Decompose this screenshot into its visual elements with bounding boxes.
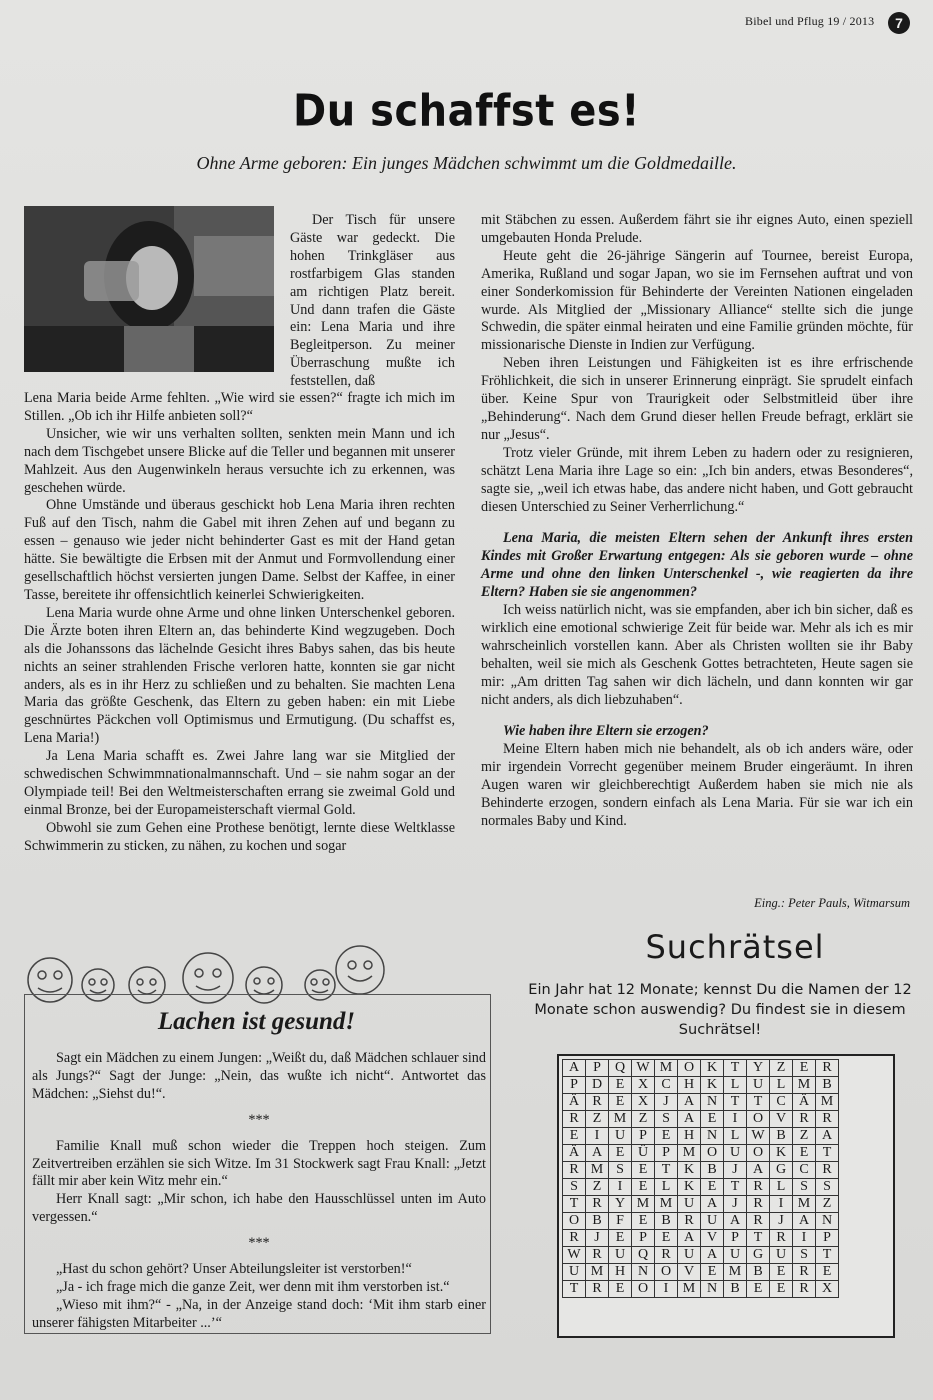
grid-cell[interactable]: R — [793, 1264, 816, 1281]
joke: „Wieso mit ihm?“ - „Na, in der Anzeige stand doch: ‘Mit ihm starb einer unserer fähigsten Mitarbeiter ...’“ — [32, 1296, 486, 1331]
grid-cell[interactable]: O — [747, 1111, 770, 1128]
grid-row — [563, 1060, 839, 1077]
grid-cell[interactable]: M — [655, 1060, 678, 1077]
grid-cell[interactable]: M — [655, 1196, 678, 1213]
grid-cell[interactable]: T — [655, 1162, 678, 1179]
grid-cell[interactable]: P — [655, 1145, 678, 1162]
grid-cell[interactable]: M — [793, 1077, 816, 1094]
grid-cell[interactable]: L — [724, 1077, 747, 1094]
grid-cell[interactable]: M — [586, 1264, 609, 1281]
grid-cell[interactable]: N — [632, 1264, 655, 1281]
grid-cell[interactable]: S — [655, 1111, 678, 1128]
grid-cell[interactable]: A — [816, 1128, 839, 1145]
grid-cell[interactable]: I — [586, 1128, 609, 1145]
humor-title: Lachen ist gesund! — [157, 1008, 356, 1035]
grid-row — [563, 1162, 839, 1179]
grid-cell[interactable]: C — [770, 1094, 793, 1111]
article-paragraph: Der Tisch für unsere Gäste war gedeckt. Die hohen Trinkgläser aus rostfarbigem Glas standen am richtigen Platz bereit. Und dann trafen die Gäste ein: Lena Maria und ihre Begleitperson. Zu meiner Überraschung mußte ich feststellen, daß — [290, 212, 455, 390]
grid-row — [563, 1213, 839, 1230]
grid-cell[interactable]: Z — [770, 1060, 793, 1077]
grid-row — [563, 1179, 839, 1196]
grid-cell[interactable]: W — [747, 1128, 770, 1145]
grid-row — [563, 1264, 839, 1281]
grid-cell[interactable]: R — [793, 1281, 816, 1298]
grid-cell[interactable]: S — [793, 1247, 816, 1264]
grid-cell[interactable]: A — [724, 1213, 747, 1230]
grid-cell[interactable]: U — [747, 1077, 770, 1094]
article-column-right — [481, 212, 913, 831]
article-paragraph: Lena Maria beide Arme fehlten. „Wie wird sie essen?“ fragte ich mich im Stillen. „Ob ich ihr Hilfe anbieten soll?“ — [24, 390, 455, 424]
grid-cell[interactable]: T — [724, 1179, 747, 1196]
grid-cell[interactable]: R — [563, 1111, 586, 1128]
grid-cell[interactable]: H — [678, 1077, 701, 1094]
article-paragraph: mit Stäbchen zu essen. Außerdem fährt sie ihr eignes Auto, einen speziell umgebauten Honda Prelude. — [481, 212, 913, 246]
grid-cell[interactable]: E — [609, 1145, 632, 1162]
grid-cell[interactable]: B — [770, 1128, 793, 1145]
grid-cell[interactable]: J — [586, 1230, 609, 1247]
grid-cell[interactable]: T — [747, 1230, 770, 1247]
joke: Sagt ein Mädchen zu einem Jungen: „Weißt du, daß Mädchen schlauer sind als Jungs?“ Sagt der Junge: „Nein, das wußte ich nicht“. Antwortet das Mädchen: „Siehst du!“. — [32, 1050, 486, 1102]
grid-cell[interactable]: J — [770, 1213, 793, 1230]
grid-cell[interactable]: R — [747, 1179, 770, 1196]
grid-cell[interactable]: L — [655, 1179, 678, 1196]
grid-row — [563, 1111, 839, 1128]
grid-cell[interactable]: E — [655, 1230, 678, 1247]
grid-cell[interactable]: P — [724, 1230, 747, 1247]
grid-cell[interactable]: B — [724, 1281, 747, 1298]
grid-cell[interactable]: Q — [609, 1060, 632, 1077]
grid-cell[interactable]: P — [816, 1230, 839, 1247]
article-paragraph: Heute geht die 26-jährige Sängerin auf Tournee, bereist Europa, Amerika, Rußland und sogar Japan, wo sie im Fernsehen auftrat und von einer Sonderkomission für Behinderte der Vereinten Nationen eingeladen wurde. Als Mitglied der „Missionary Alliance“ stellte sich die junge Schwedin, die später einmal heiraten und eine Familie gründen möchte, für missionarische Dienste in Indien zur Verfügung. — [481, 247, 913, 354]
grid-cell[interactable]: N — [701, 1094, 724, 1111]
interview-question: Lena Maria, die meisten Eltern sehen der Ankunft ihres ersten Kindes mit Großer Erwartung entgegen: Als sie geboren wurde – ohne Arme und ohne den linken Unterschenkel -, wie reagierten da ihre Eltern? Haben sie sie angenommen? — [481, 530, 913, 601]
grid-cell[interactable]: Ä — [563, 1094, 586, 1111]
grid-cell[interactable]: K — [701, 1077, 724, 1094]
grid-cell[interactable]: Ä — [563, 1145, 586, 1162]
article-paragraph: Unsicher, wie wir uns verhalten sollten, senkten mein Mann und ich nach dem Tischgebet unsere Blicke auf die Teller und begannen mit unserer Mahlzeit. Aus den Augenwinkeln heraus versuchte ich zu erkennen, was geschehen würde. — [24, 425, 455, 496]
article-paragraph: Neben ihren Leistungen und Fähigkeiten ist es ihre erfrischende Fröhlichkeit, die sich in unserer Erinnerung einprägt. Sie sprudelt einfach über. Keine Spur von Traurigkeit oder Selbstmitleid über ihre „Behinderung“. Nach dem Grund dieser hellen Freude befragt, erklärt sie nur „Jesus“. — [481, 355, 913, 443]
grid-cell[interactable]: I — [655, 1281, 678, 1298]
grid-cell[interactable]: C — [793, 1162, 816, 1179]
grid-cell[interactable]: R — [586, 1094, 609, 1111]
grid-cell[interactable]: U — [701, 1213, 724, 1230]
word-search-table — [562, 1059, 839, 1298]
interview-answer: Ich weiss natürlich nicht, was sie empfanden, aber ich bin sicher, daß es wirklich eine emotional schwierige Zeit für beide war. Mehr als ich es mir wahrscheinlich vorstellen kann. Aber als Christen wollten sie ihr Baby behalten, weil sie mich als Geschenk Gottes betrachteten, Heute sagen sie mir: „Am dritten Tag sahen wir dich lächeln, und dann konnten wir gar nicht anders, als dich liebzuhaben“. — [481, 602, 913, 708]
grid-cell[interactable]: E — [563, 1128, 586, 1145]
grid-cell[interactable]: E — [632, 1179, 655, 1196]
joke-separator: *** — [248, 1111, 270, 1128]
grid-cell[interactable]: G — [747, 1247, 770, 1264]
grid-row — [563, 1247, 839, 1264]
grid-cell[interactable]: I — [724, 1111, 747, 1128]
grid-cell[interactable]: R — [747, 1196, 770, 1213]
grid-cell[interactable]: Z — [816, 1196, 839, 1213]
grid-cell[interactable]: K — [701, 1060, 724, 1077]
joke-separator: *** — [248, 1235, 270, 1252]
grid-row — [563, 1094, 839, 1111]
grid-cell[interactable]: J — [724, 1196, 747, 1213]
grid-cell[interactable]: Ä — [793, 1094, 816, 1111]
grid-cell[interactable]: A — [747, 1162, 770, 1179]
grid-cell[interactable]: V — [678, 1264, 701, 1281]
grid-cell[interactable]: D — [586, 1077, 609, 1094]
grid-cell[interactable]: U — [678, 1196, 701, 1213]
grid-cell[interactable]: T — [816, 1247, 839, 1264]
article-subtitle: Ohne Arme geboren: Ein junges Mädchen schwimmt um die Goldmedaille. — [196, 153, 737, 173]
grid-cell[interactable]: Y — [609, 1196, 632, 1213]
grid-cell[interactable]: U — [609, 1128, 632, 1145]
grid-cell[interactable]: T — [563, 1196, 586, 1213]
grid-cell[interactable]: U — [678, 1247, 701, 1264]
grid-cell[interactable]: E — [793, 1145, 816, 1162]
grid-cell[interactable]: R — [816, 1162, 839, 1179]
grid-cell[interactable]: T — [747, 1094, 770, 1111]
word-search-grid — [557, 1054, 895, 1338]
grid-cell[interactable]: E — [701, 1179, 724, 1196]
grid-cell[interactable]: E — [609, 1094, 632, 1111]
grid-cell[interactable]: V — [770, 1111, 793, 1128]
humor-text — [32, 1050, 486, 1333]
grid-cell[interactable]: X — [816, 1281, 839, 1298]
grid-cell[interactable]: S — [609, 1162, 632, 1179]
grid-cell[interactable]: H — [678, 1128, 701, 1145]
grid-cell[interactable]: E — [655, 1128, 678, 1145]
page-number-badge: 7 — [888, 12, 910, 34]
grid-cell[interactable]: P — [632, 1128, 655, 1145]
article-paragraph: Trotz vieler Gründe, mit ihrem Leben zu hadern oder zu resignieren, schätzt Lena Maria ihre Lage so ein: „Ich bin anders, etwas Besonderes“, sagte sie, „weil ich etwas habe, das andere nicht haben, und Gott gebraucht diesen Unterschied zu Seiner Verherrlichung.“ — [481, 444, 913, 515]
grid-cell[interactable]: X — [632, 1077, 655, 1094]
grid-cell[interactable]: T — [724, 1094, 747, 1111]
grid-cell[interactable]: R — [793, 1111, 816, 1128]
grid-cell[interactable]: T — [816, 1145, 839, 1162]
running-header: Bibel und Pflug 19 / 2013 — [745, 14, 875, 28]
grid-cell[interactable]: U — [724, 1247, 747, 1264]
grid-cell[interactable]: E — [770, 1281, 793, 1298]
grid-cell[interactable]: R — [816, 1111, 839, 1128]
grid-cell[interactable]: X — [632, 1094, 655, 1111]
article-paragraph: Obwohl sie zum Gehen eine Prothese benötigt, lernte diese Weltklasse Schwimmerin zu sticken, zu nähen, zu kochen und sogar — [24, 819, 455, 854]
grid-cell[interactable]: R — [816, 1060, 839, 1077]
grid-cell[interactable]: E — [701, 1264, 724, 1281]
grid-row — [563, 1281, 839, 1298]
grid-cell[interactable]: E — [632, 1213, 655, 1230]
grid-cell[interactable]: E — [632, 1162, 655, 1179]
grid-cell[interactable]: L — [724, 1128, 747, 1145]
grid-cell[interactable]: A — [793, 1213, 816, 1230]
grid-row — [563, 1077, 839, 1094]
grid-cell[interactable]: A — [678, 1094, 701, 1111]
grid-cell[interactable]: R — [563, 1162, 586, 1179]
grid-cell[interactable]: U — [724, 1145, 747, 1162]
grid-cell[interactable]: A — [678, 1230, 701, 1247]
article-paragraph: Lena Maria wurde ohne Arme und ohne linken Unterschenkel geboren. Die Ärzte boten ihren Eltern an, das behinderte Kind wegzugeben. Doch als die Johanssons das lächelnde Gesicht ihres Babys sahen, das bis heute nichts an seiner strahlenden Frische verloren hatte, konnten sie gar nicht anders, als es in ihr Herz zu schließen und zu behalten. Sie machten Lena Maria das größte Geschenk, das Eltern zu geben haben: ein mit Liebe geschnürtes Päckchen voll Optimismus und Ermutigung. (Du schaffst es, Lena Maria!) — [24, 604, 455, 747]
grid-cell[interactable]: H — [609, 1264, 632, 1281]
grid-cell[interactable]: S — [816, 1179, 839, 1196]
grid-cell[interactable]: M — [678, 1145, 701, 1162]
grid-row — [563, 1128, 839, 1145]
grid-cell[interactable]: P — [586, 1060, 609, 1077]
grid-cell[interactable]: B — [655, 1213, 678, 1230]
grid-cell[interactable]: I — [793, 1230, 816, 1247]
grid-cell[interactable]: Ü — [632, 1145, 655, 1162]
grid-cell[interactable]: I — [609, 1179, 632, 1196]
grid-cell[interactable]: A — [701, 1247, 724, 1264]
grid-cell[interactable]: K — [678, 1162, 701, 1179]
article-paragraph: Ja Lena Maria schafft es. Zwei Jahre lang war sie Mitglied der schwedischen Schwimmnationalmannschaft. Und – sie nahm sogar an der Olympiade teil! Bei den Weltmeisterschaften errang sie zweimal Gold und einmal Bronze, bei der Europameisterschaft viermal Gold. — [24, 748, 455, 818]
grid-cell[interactable]: L — [770, 1179, 793, 1196]
interview-question: Wie haben ihre Eltern sie erzogen? — [503, 723, 709, 740]
grid-cell[interactable]: C — [655, 1077, 678, 1094]
grid-cell[interactable]: O — [747, 1145, 770, 1162]
grid-cell[interactable]: A — [586, 1145, 609, 1162]
grid-cell[interactable]: R — [678, 1213, 701, 1230]
grid-cell[interactable]: Z — [586, 1179, 609, 1196]
grid-cell[interactable]: B — [586, 1213, 609, 1230]
grid-cell[interactable]: R — [586, 1196, 609, 1213]
photo-girl-drinking-illustration — [24, 206, 274, 372]
grid-cell[interactable]: O — [655, 1264, 678, 1281]
grid-cell[interactable]: E — [816, 1264, 839, 1281]
grid-cell[interactable]: J — [655, 1094, 678, 1111]
grid-cell[interactable]: V — [701, 1230, 724, 1247]
grid-cell[interactable]: E — [609, 1077, 632, 1094]
grid-cell[interactable]: I — [770, 1196, 793, 1213]
grid-cell[interactable]: E — [701, 1111, 724, 1128]
grid-cell[interactable]: F — [609, 1213, 632, 1230]
grid-cell[interactable]: E — [747, 1281, 770, 1298]
grid-cell[interactable]: U — [609, 1247, 632, 1264]
grid-cell[interactable]: M — [816, 1094, 839, 1111]
joke: Familie Knall muß schon wieder die Treppen hoch steigen. Zum Zeitvertreiben erzählen sie sich Witze. Im 31 Stockwerk sagt Frau Knall: „Jetzt fällt mir aber kein Witz mehr ein.“ — [32, 1137, 486, 1190]
article-column-left-top — [290, 212, 455, 391]
grid-cell[interactable]: B — [747, 1264, 770, 1281]
joke: „Ja - ich frage mich die ganze Zeit, wer denn mit ihm verstorben ist.“ — [56, 1278, 450, 1295]
grid-cell[interactable]: R — [655, 1247, 678, 1264]
grid-cell[interactable]: O — [678, 1060, 701, 1077]
grid-cell[interactable]: J — [724, 1162, 747, 1179]
grid-row — [563, 1196, 839, 1213]
article-column-left — [24, 390, 455, 856]
grid-cell[interactable]: R — [747, 1213, 770, 1230]
grid-cell[interactable]: K — [770, 1145, 793, 1162]
grid-cell[interactable]: E — [770, 1264, 793, 1281]
grid-cell[interactable]: W — [563, 1247, 586, 1264]
grid-cell[interactable]: E — [609, 1230, 632, 1247]
grid-cell[interactable]: T — [724, 1060, 747, 1077]
grid-cell[interactable]: O — [563, 1213, 586, 1230]
grid-cell[interactable]: Z — [632, 1111, 655, 1128]
grid-cell[interactable]: T — [563, 1281, 586, 1298]
grid-cell[interactable]: P — [632, 1230, 655, 1247]
grid-cell[interactable]: S — [563, 1179, 586, 1196]
puzzle-intro: Ein Jahr hat 12 Monate; kennst Du die Namen der 12 Monate schon auswendig? Du findest sie in diesem Suchrätsel! — [528, 982, 912, 1038]
grid-cell[interactable]: Z — [793, 1128, 816, 1145]
joke: „Hast du schon gehört? Unser Abteilungsleiter ist verstorben!“ — [56, 1261, 412, 1278]
grid-cell[interactable]: N — [816, 1213, 839, 1230]
grid-cell[interactable]: P — [563, 1077, 586, 1094]
grid-cell[interactable]: K — [678, 1179, 701, 1196]
grid-cell[interactable]: M — [678, 1281, 701, 1298]
grid-cell[interactable]: M — [632, 1196, 655, 1213]
grid-cell[interactable]: N — [701, 1281, 724, 1298]
grid-cell[interactable]: E — [793, 1060, 816, 1077]
grid-cell[interactable]: R — [563, 1230, 586, 1247]
grid-cell[interactable]: Y — [747, 1060, 770, 1077]
article-title: Du schaffst es! — [293, 85, 640, 137]
grid-cell[interactable]: B — [816, 1077, 839, 1094]
grid-cell[interactable]: O — [701, 1145, 724, 1162]
grid-row — [563, 1230, 839, 1247]
article-photo — [24, 206, 274, 372]
grid-cell[interactable]: E — [609, 1281, 632, 1298]
grid-cell[interactable]: Q — [632, 1247, 655, 1264]
grid-cell[interactable]: B — [701, 1162, 724, 1179]
grid-cell[interactable]: O — [632, 1281, 655, 1298]
grid-cell[interactable]: Z — [586, 1111, 609, 1128]
grid-cell[interactable]: R — [586, 1247, 609, 1264]
grid-cell[interactable]: S — [793, 1179, 816, 1196]
grid-cell[interactable]: M — [724, 1264, 747, 1281]
grid-cell[interactable]: A — [678, 1111, 701, 1128]
grid-cell[interactable]: A — [563, 1060, 586, 1077]
grid-cell[interactable]: M — [586, 1162, 609, 1179]
puzzle-title: Suchrätsel — [645, 928, 825, 966]
grid-cell[interactable]: U — [770, 1247, 793, 1264]
article-credit: Eing.: Peter Pauls, Witmarsum — [754, 896, 910, 910]
grid-row — [563, 1145, 839, 1162]
grid-cell[interactable]: L — [770, 1077, 793, 1094]
grid-cell[interactable]: G — [770, 1162, 793, 1179]
grid-cell[interactable]: A — [701, 1196, 724, 1213]
article-paragraph: Ohne Umstände und überaus geschickt hob Lena Maria ihren rechten Fuß auf den Tisch, nahm die Gabel mit ihren Zehen auf und begann zu essen – genauso wie jeder nicht behinderter Gast es mit der Hand getan hätte. Sie bewältigte die Erbsen mit der Anmut und Formvollendung einer gesellschaftlich höchst versierten jungen Dame. Selbst der Kaffee, in einer Tasse, bereitete ihr offensichtlich keinerlei Schwierigkeiten. — [24, 497, 455, 603]
grid-cell[interactable]: N — [701, 1128, 724, 1145]
grid-cell[interactable]: R — [770, 1230, 793, 1247]
grid-cell[interactable]: R — [586, 1281, 609, 1298]
joke: Herr Knall sagt: „Mir schon, ich habe den Hausschlüssel unten im Auto vergessen.“ — [32, 1191, 486, 1226]
interview-answer: Meine Eltern haben mich nie behandelt, als ob ich anders wäre, oder mir irgendein Vorrecht gegenüber meinem Bruder eingeräumt. In ihren Augen waren wir gleichberechtigt Außerdem haben sie mich nie als Behinderte erzogen, sondern einfach als Lena Maria. Für sie war ich ein normales Baby und Kind. — [481, 741, 913, 829]
grid-cell[interactable]: W — [632, 1060, 655, 1077]
grid-cell[interactable]: U — [563, 1264, 586, 1281]
grid-cell[interactable]: M — [609, 1111, 632, 1128]
grid-cell[interactable]: M — [793, 1196, 816, 1213]
